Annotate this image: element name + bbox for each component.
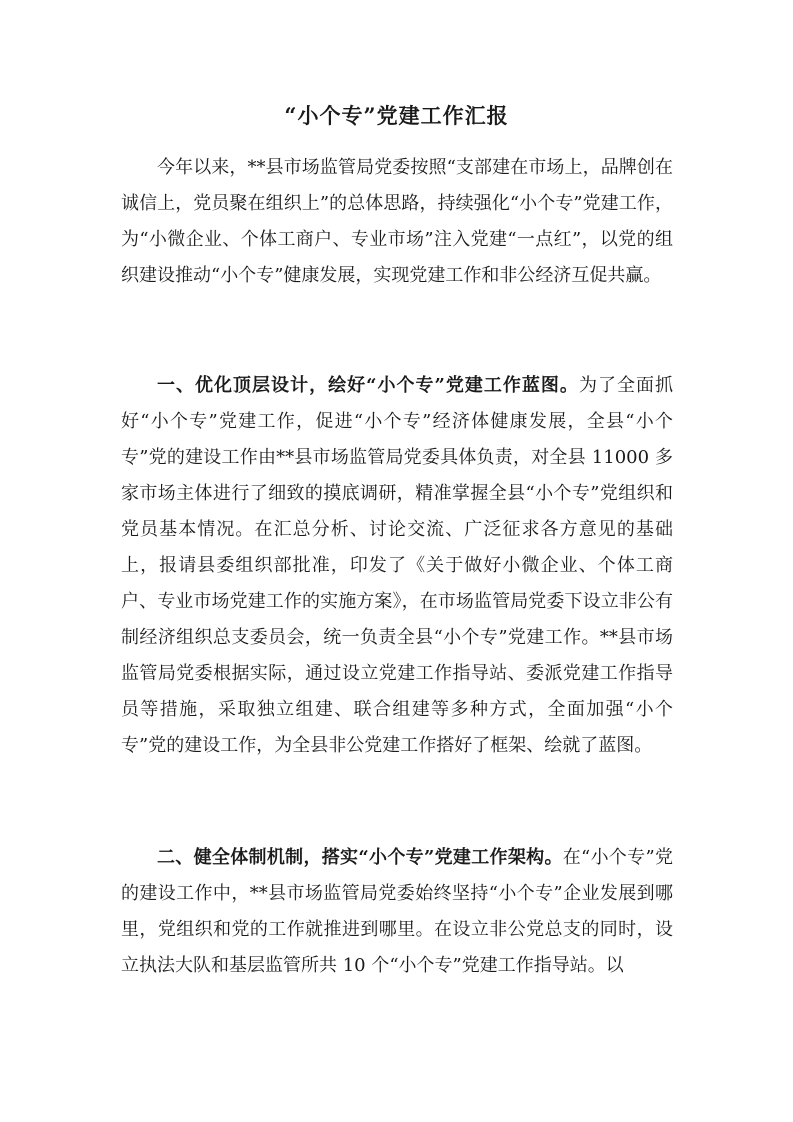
paragraph-intro (121, 150, 673, 294)
section-1-heading: 一、优化顶层设计，绘好“小个专”党建工作蓝图。 (157, 375, 579, 396)
document-title: “小个专”党建工作汇报 (284, 103, 509, 128)
paragraph-intro-text: 今年以来，**县市场监管局党委按照“支部建在市场上，品牌创在诚信上，党员聚在组织上”的总体思路，持续强化“小个专”党建工作，为“小微企业、个体工商户、专业市场”注入党建“一点红”，以党的组织建设推动“小个专”健康发展，实现党建工作和非公经济互促共赢。 (121, 157, 673, 286)
section-1-text: 为了全面抓好“小个专”党建工作，促进“小个专”经济体健康发展，全县“小个专”党的建设工作由**县市场监管局党委具体负责，对全县 11000 多家市场主体进行了细致的摸底调研，精准掌握全县“小个专”党组织和党员基本情况。在汇总分析、讨论交流、广泛征求各方意见的基础上，报请县委组织部批准，印发了《关于做好小微企业、个体工商户、专业市场党建工作的实施方案》，在市场监管局党委下设立非公有制经济组织总支委员会，统一负责全县“小个专”党建工作。**县市场监管局党委根据实际，通过设立党建工作指导站、委派党建工作指导员等措施，采取独立组建、联合组建等多种方式，全面加强“小个专”党的建设工作，为全县非公党建工作搭好了框架、绘就了蓝图。 (121, 375, 673, 756)
section-2-text: 在“小个专”党的建设工作中，**县市场监管局党委始终坚持“小个专”企业发展到哪里，党组织和党的工作就推进到哪里。在设立非公党总支的同时，设立执法大队和基层监管所共 10 个“小个专”党建工作指导站。以 (121, 847, 673, 976)
paragraph-section-2 (121, 840, 673, 984)
paragraph-section-1 (121, 368, 673, 764)
section-2-heading: 二、健全体制机制，搭实“小个专”党建工作架构。 (157, 847, 563, 868)
